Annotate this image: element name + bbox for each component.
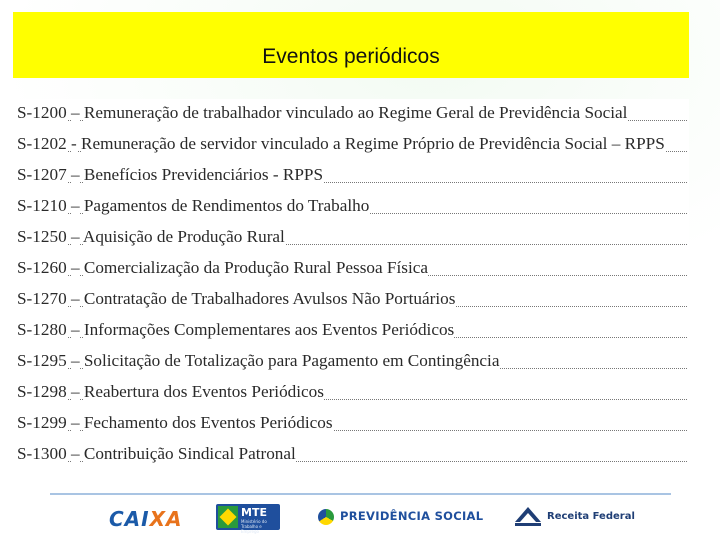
event-code: S-1280 — [17, 320, 67, 339]
event-separator: – — [70, 413, 80, 432]
list-item — [13, 192, 689, 223]
event-list — [13, 99, 689, 464]
event-description: Aquisição de Produção Rural — [82, 227, 285, 246]
event-code: S-1298 — [17, 382, 67, 401]
caixa-logo — [109, 507, 183, 537]
event-separator: – — [70, 289, 80, 308]
event-description: Fechamento dos Eventos Periódicos — [83, 413, 333, 432]
event-description: Benefícios Previdenciários - RPPS — [83, 165, 324, 184]
event-separator: - — [70, 134, 77, 153]
event-code: S-1299 — [17, 413, 67, 432]
slide-title: Eventos periódicos — [262, 45, 440, 68]
event-separator: – — [70, 258, 80, 277]
event-code: S-1200 — [17, 103, 67, 122]
event-separator: – — [70, 351, 80, 370]
event-code: S-1295 — [17, 351, 67, 370]
event-description: Informações Complementares aos Eventos Periódicos — [83, 320, 455, 339]
event-separator: – — [70, 103, 80, 122]
list-item — [13, 440, 689, 471]
event-separator: – — [70, 320, 80, 339]
event-description: Pagamentos de Rendimentos do Trabalho — [83, 196, 370, 215]
event-code: S-1270 — [17, 289, 67, 308]
event-description: Contratação de Trabalhadores Avulsos Não Portuários — [83, 289, 456, 308]
event-code: S-1250 — [17, 227, 67, 246]
caixa-logo-text-b: XA — [149, 507, 183, 531]
list-item — [13, 378, 689, 409]
event-description: Solicitação de Totalização para Pagamento em Contingência — [83, 351, 500, 370]
event-separator: – — [70, 196, 80, 215]
event-code: S-1202 — [17, 134, 67, 153]
list-item — [13, 347, 689, 378]
list-item — [13, 285, 689, 316]
caixa-logo-text-a: CAI — [109, 507, 150, 531]
list-item — [13, 130, 689, 161]
event-separator: – — [70, 227, 80, 246]
event-description: Contribuição Sindical Patronal — [83, 444, 296, 463]
footer-divider — [50, 493, 671, 495]
title-bar — [13, 12, 689, 78]
event-code: S-1207 — [17, 165, 67, 184]
receita-federal-logo-label: Receita Federal — [547, 511, 635, 522]
event-description: Reabertura dos Eventos Periódicos — [83, 382, 324, 401]
event-separator: – — [70, 382, 80, 401]
brazil-flag-icon — [218, 506, 238, 528]
footer-logos — [0, 502, 720, 532]
event-separator: – — [70, 165, 80, 184]
receita-federal-emblem-icon — [514, 504, 542, 528]
event-separator: – — [70, 444, 80, 463]
event-description: Comercialização da Produção Rural Pessoa Física — [83, 258, 428, 277]
list-item — [13, 409, 689, 440]
mte-logo — [216, 504, 280, 534]
event-code: S-1210 — [17, 196, 67, 215]
previdencia-logo-label: PREVIDÊNCIA SOCIAL — [340, 509, 484, 523]
list-item — [13, 223, 689, 254]
list-item — [13, 99, 689, 130]
mte-logo-subtitle: Ministério do Trabalho e Emprego — [241, 519, 267, 534]
mte-logo-box — [216, 504, 280, 534]
list-item — [13, 316, 689, 347]
event-code: S-1300 — [17, 444, 67, 463]
list-item — [13, 254, 689, 285]
event-code: S-1260 — [17, 258, 67, 277]
event-description: Remuneração de trabalhador vinculado ao Regime Geral de Previdência Social — [83, 103, 628, 122]
previdencia-emblem-icon — [318, 509, 334, 525]
mte-logo-label: MTE — [241, 506, 267, 519]
list-item — [13, 161, 689, 192]
event-description: Remuneração de servidor vinculado a Regime Próprio de Previdência Social – RPPS — [81, 134, 665, 153]
